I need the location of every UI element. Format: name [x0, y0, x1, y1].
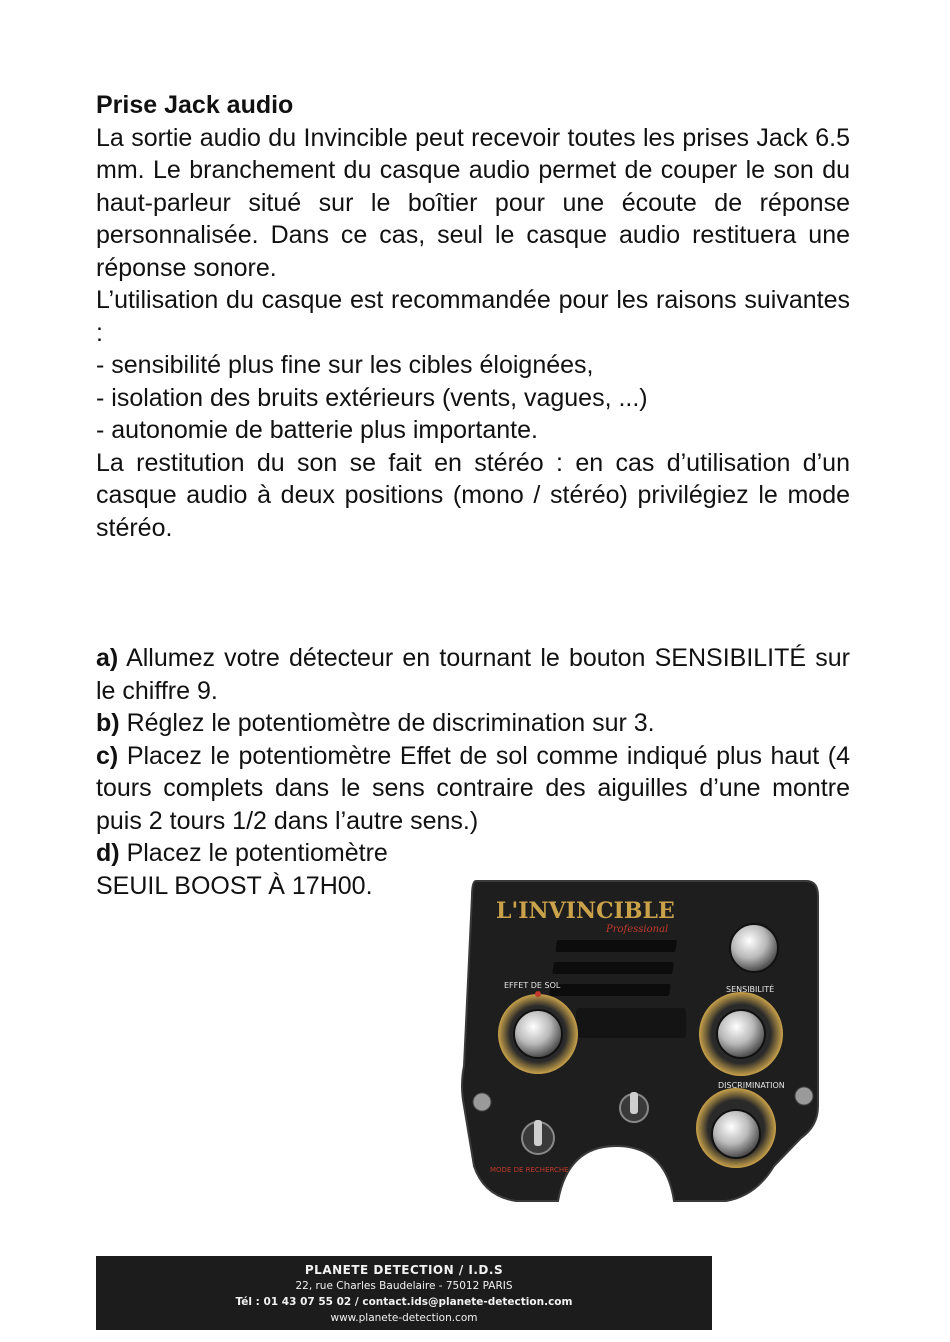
footer-address: 22, rue Charles Baudelaire - 75012 PARIS [295, 1280, 513, 1292]
paragraph: La sortie audio du Invincible peut recevoir toutes les prises Jack 6.5 mm. Le branchement du casque audio permet de couper le son du haut-parleur situé sur le boîtier pour une écoute de réponse personnalisée. Dans ce cas, seul le casque audio restituera une réponse sonore. [96, 123, 850, 282]
paragraph: La restitution du son se fait en stéréo : en cas d’utilisation d’un casque audio à deux positions (mono / stéréo) privilégiez le mode stéréo. [96, 448, 850, 542]
svg-text:SENSIBILITÉ: SENSIBILITÉ [726, 985, 775, 994]
step-label: c) [96, 741, 119, 770]
list-item: - autonomie de batterie plus importante. [96, 416, 538, 444]
svg-text:EFFET DE SOL: EFFET DE SOL [504, 981, 561, 990]
screw [473, 1093, 491, 1111]
screw [795, 1087, 813, 1105]
step-d-continued: SEUIL BOOST À 17H00. [96, 871, 373, 900]
svg-text:MODE DE RECHERCHE: MODE DE RECHERCHE [490, 1166, 569, 1174]
step-label: b) [96, 709, 120, 737]
step-text: Placez le potentiomètre Effet de sol comme indiqué plus haut (4 tours complets dans le sens contraire des aiguilles d’une montre puis 2 tours 1/2 dans l’autre sens.) [96, 741, 850, 835]
svg-text:DISCRIMINATION: DISCRIMINATION [718, 1081, 785, 1090]
step-text: Placez le potentiomètre [126, 839, 388, 867]
section-audio-jack [96, 89, 850, 544]
footer-banner [96, 1256, 712, 1330]
subbrand-logo: Professional [606, 924, 669, 935]
list-item: - isolation des bruits extérieurs (vents, vagues, ...) [96, 383, 648, 412]
volume-knob [730, 924, 778, 972]
footer-company: PLANETE DETECTION / I.D.S [304, 1263, 504, 1277]
footer-contact: Tél : 01 43 07 55 02 / contact.ids@planete-detection.com [235, 1296, 573, 1308]
brand-logo: L'INVINCIBLE [496, 898, 675, 924]
section-setup-steps [96, 642, 850, 902]
step-label: a) [96, 644, 119, 672]
step-c [96, 740, 850, 838]
step-text: Réglez le potentiomètre de discrimination sur 3. [126, 709, 655, 737]
step-d [96, 837, 456, 870]
list-item: - sensibilité plus fine sur les cibles éloignées, [96, 351, 594, 379]
section-title: Prise Jack audio [96, 91, 294, 119]
paragraph: L’utilisation du casque est recommandée pour les raisons suivantes : [96, 286, 850, 347]
step-b [96, 707, 850, 740]
step-label: d) [96, 839, 120, 867]
footer-website: www.planete-detection.com [330, 1312, 478, 1324]
detector-control-box-image [456, 876, 826, 1221]
step-text: Allumez votre détecteur en tournant le bouton SENSIBILITÉ sur le chiffre 9. [96, 644, 850, 705]
step-a [96, 642, 850, 707]
